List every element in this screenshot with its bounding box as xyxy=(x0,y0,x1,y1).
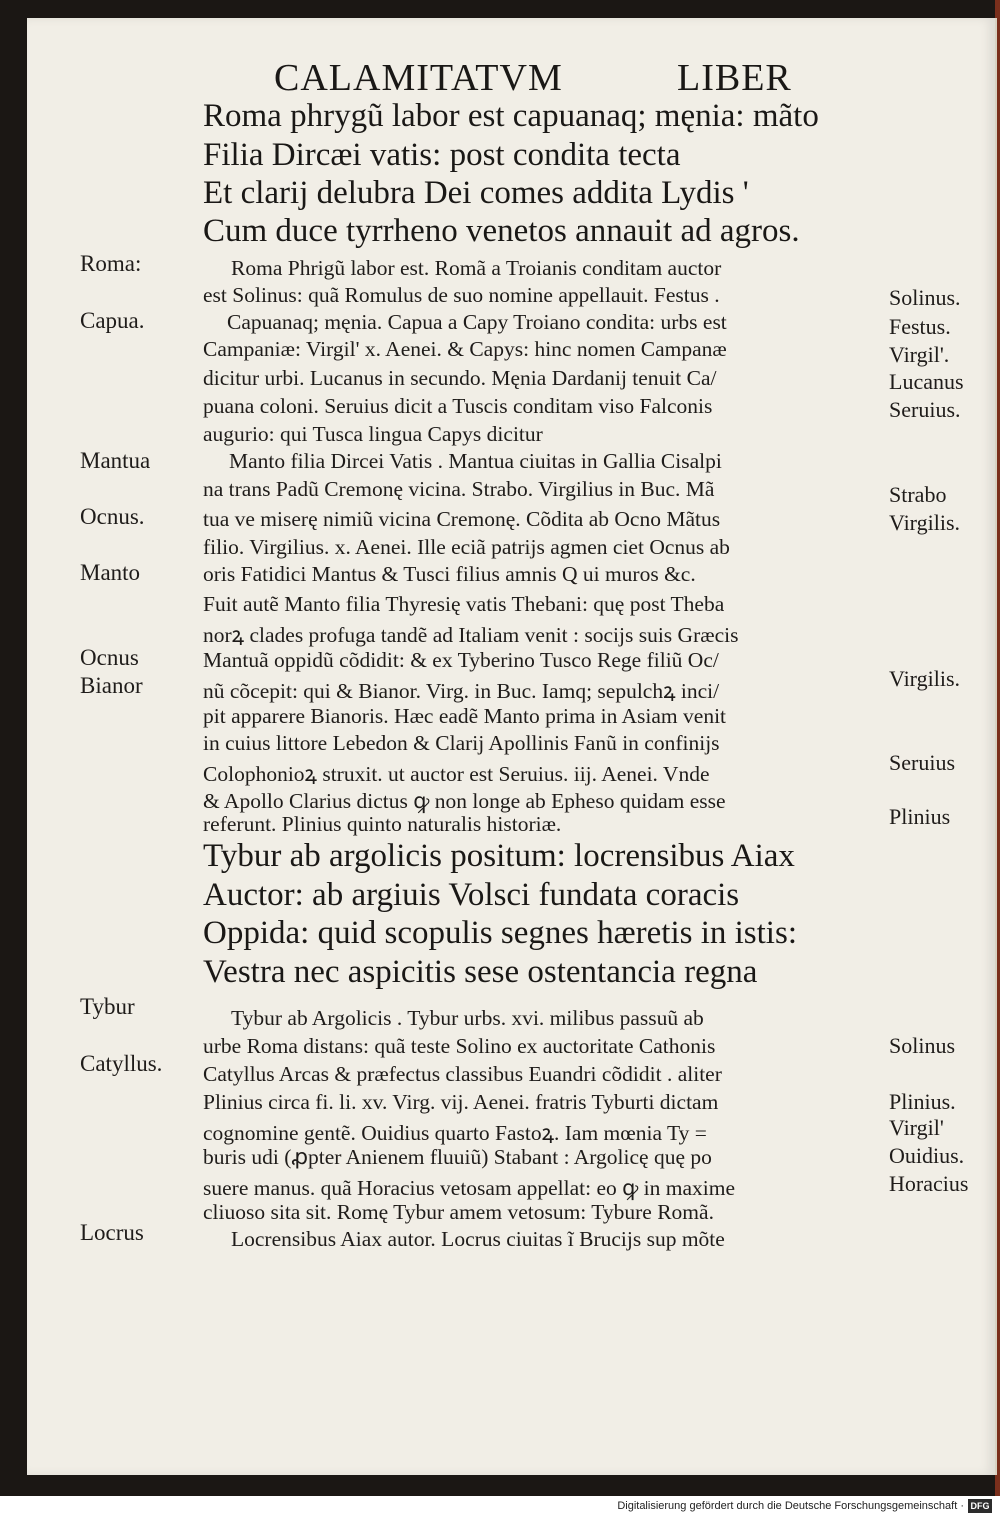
prose-line: Manto filia Dircei Vatis . Mantua ciuitas in Gallia Cisalpi xyxy=(229,449,722,473)
prose-line: norꝝ clades profuga tandẽ ad Italiam venit : socijs suis Græcis xyxy=(203,623,739,647)
verse-line: Filia Dircæi vatis: post condita tecta xyxy=(203,137,681,173)
right-margin-note: Lucanus xyxy=(889,369,964,394)
footer-credit: Digitalisierung gefördert durch die Deutsche Forschungsgemeinschaft · xyxy=(617,1500,964,1512)
right-margin-note: Plinius xyxy=(889,804,951,829)
verse-line: Vestra nec aspicitis sese ostentancia regna xyxy=(203,954,758,990)
right-margin-note: Plinius. xyxy=(889,1089,956,1114)
right-margin-note: Solinus xyxy=(889,1033,956,1058)
prose-line: nũ cõcepit: qui & Bianor. Virg. in Buc. Iamq; sepulchꝝ inci/ xyxy=(203,679,720,703)
verse-line: Et clarij delubra Dei comes addita Lydis ' xyxy=(203,175,749,211)
left-margin-note: Manto xyxy=(80,560,141,585)
prose-line: dicitur urbi. Lucanus in secundo. Męnia Dardanij tenuit Ca/ xyxy=(203,366,717,390)
footer-bar xyxy=(0,1496,1000,1518)
prose-line: Tybur ab Argolicis . Tybur urbs. xvi. milibus passuũ ab xyxy=(231,1006,704,1030)
prose-line: Catyllus Arcas & præfectus classibus Euandri cõdidit . aliter xyxy=(203,1062,722,1086)
left-margin-note: Mantua xyxy=(80,448,151,473)
right-margin-note: Strabo xyxy=(889,482,947,507)
right-margin-note: Virgil'. xyxy=(889,342,950,367)
prose-line: pit apparere Bianoris. Hæc eadẽ Manto prima in Asiam venit xyxy=(203,704,727,728)
prose-line: Roma Phrigũ labor est. Romã a Troianis conditam auctor xyxy=(231,256,722,280)
prose-line: puana coloni. Seruius dicit a Tuscis conditam viso Falconis xyxy=(203,394,713,418)
left-margin-note: Locrus xyxy=(80,1220,144,1245)
left-margin-note: Capua. xyxy=(80,308,145,333)
prose-line: Campaniæ: Virgil' x. Aenei. & Capys: hinc nomen Campanæ xyxy=(203,337,727,361)
right-margin-note: Virgilis. xyxy=(889,666,961,691)
left-margin-note: Ocnus. xyxy=(80,504,145,529)
right-margin-note: Festus. xyxy=(889,314,951,339)
prose-line: na trans Padũ Cremonę vicina. Strabo. Virgilius in Buc. Mã xyxy=(203,477,715,501)
prose-line: tua ve miserę nimiũ vicina Cremonę. Cõdita ab Ocno Mãtus xyxy=(203,507,721,531)
right-margin-note: Virgil' xyxy=(889,1115,944,1140)
left-margin-note: Bianor xyxy=(80,673,143,698)
prose-line: filio. Virgilius. x. Aenei. Ille eciã patrijs agmen ciet Ocnus ab xyxy=(203,535,730,559)
prose-line: cognomine gentẽ. Ouidius quarto Fastoꝝ. Iam mœnia Ty = xyxy=(203,1121,707,1145)
verse-line: Oppida: quid scopulis segnes hæretis in istis: xyxy=(203,915,797,951)
prose-line: Mantuã oppidũ cõdidit: & ex Tyberino Tusco Rege filiũ Oc/ xyxy=(203,648,719,672)
prose-line: urbe Roma distans: quã teste Solino ex auctoritate Cathonis xyxy=(203,1034,716,1058)
left-margin-note: Tybur xyxy=(80,994,135,1019)
prose-line: Fuit autẽ Manto filia Thyresię vatis Thebani: quę post Theba xyxy=(203,592,725,616)
prose-line: Locrensibus Aiax autor. Locrus ciuitas ĩ Brucijs sup mõte xyxy=(231,1227,725,1251)
prose-line: augurio: qui Tusca lingua Capys dicitur xyxy=(203,422,543,446)
verse-line: Auctor: ab argiuis Volsci fundata coracis xyxy=(203,877,740,913)
right-margin-note: Ouidius. xyxy=(889,1143,965,1168)
prose-line: & Apollo Clarius dictus ꝙ non longe ab Epheso quidam esse xyxy=(203,789,726,813)
verse-line: Roma phrygũ labor est capuanaq; męnia: mãto xyxy=(203,98,819,134)
prose-line: referunt. Plinius quinto naturalis historiæ. xyxy=(203,812,562,836)
left-margin-note: Roma: xyxy=(80,251,142,276)
dfg-logo-icon: DFG xyxy=(968,1499,992,1513)
prose-line: Colophonioꝝ struxit. ut auctor est Seruius. iij. Aenei. Vnde xyxy=(203,762,710,786)
right-margin-note: Virgilis. xyxy=(889,510,961,535)
header-right: LIBER xyxy=(677,57,792,99)
right-margin-note: Solinus. xyxy=(889,285,961,310)
prose-line: cliuoso sita sit. Romę Tybur amem vetosum: Tybure Romã. xyxy=(203,1200,714,1224)
prose-line: buris udi (ꝓpter Anienem fluuiũ) Stabant : Argolicę quę po xyxy=(203,1145,712,1169)
verse-line: Tybur ab argolicis positum: locrensibus Aiax xyxy=(203,838,795,874)
left-margin-note: Ocnus xyxy=(80,645,139,670)
right-margin-note: Seruius xyxy=(889,750,955,775)
right-margin-note: Horacius xyxy=(889,1171,969,1196)
prose-line: oris Fatidici Mantus & Tusci filius amnis Q ui muros &c. xyxy=(203,562,696,586)
running-header xyxy=(0,56,1000,100)
left-margin-note: Catyllus. xyxy=(80,1051,163,1076)
prose-line: Capuanaq; męnia. Capua a Capy Troiano condita: urbs est xyxy=(227,310,727,334)
header-left: CALAMITATVM xyxy=(274,57,563,99)
prose-line: Plinius circa fi. li. xv. Virg. vij. Aenei. fratris Tyburti dictam xyxy=(203,1090,719,1114)
right-margin-note: Seruius. xyxy=(889,397,961,422)
prose-line: in cuius littore Lebedon & Clarij Apollinis Fanũ in confinijs xyxy=(203,731,720,755)
prose-line: est Solinus: quã Romulus de suo nomine appellauit. Festus . xyxy=(203,283,720,307)
verse-line: Cum duce tyrrheno venetos annauit ad agros. xyxy=(203,213,800,249)
prose-line: suere manus. quã Horacius vetosam appellat: eo ꝙ in maxime xyxy=(203,1176,735,1200)
